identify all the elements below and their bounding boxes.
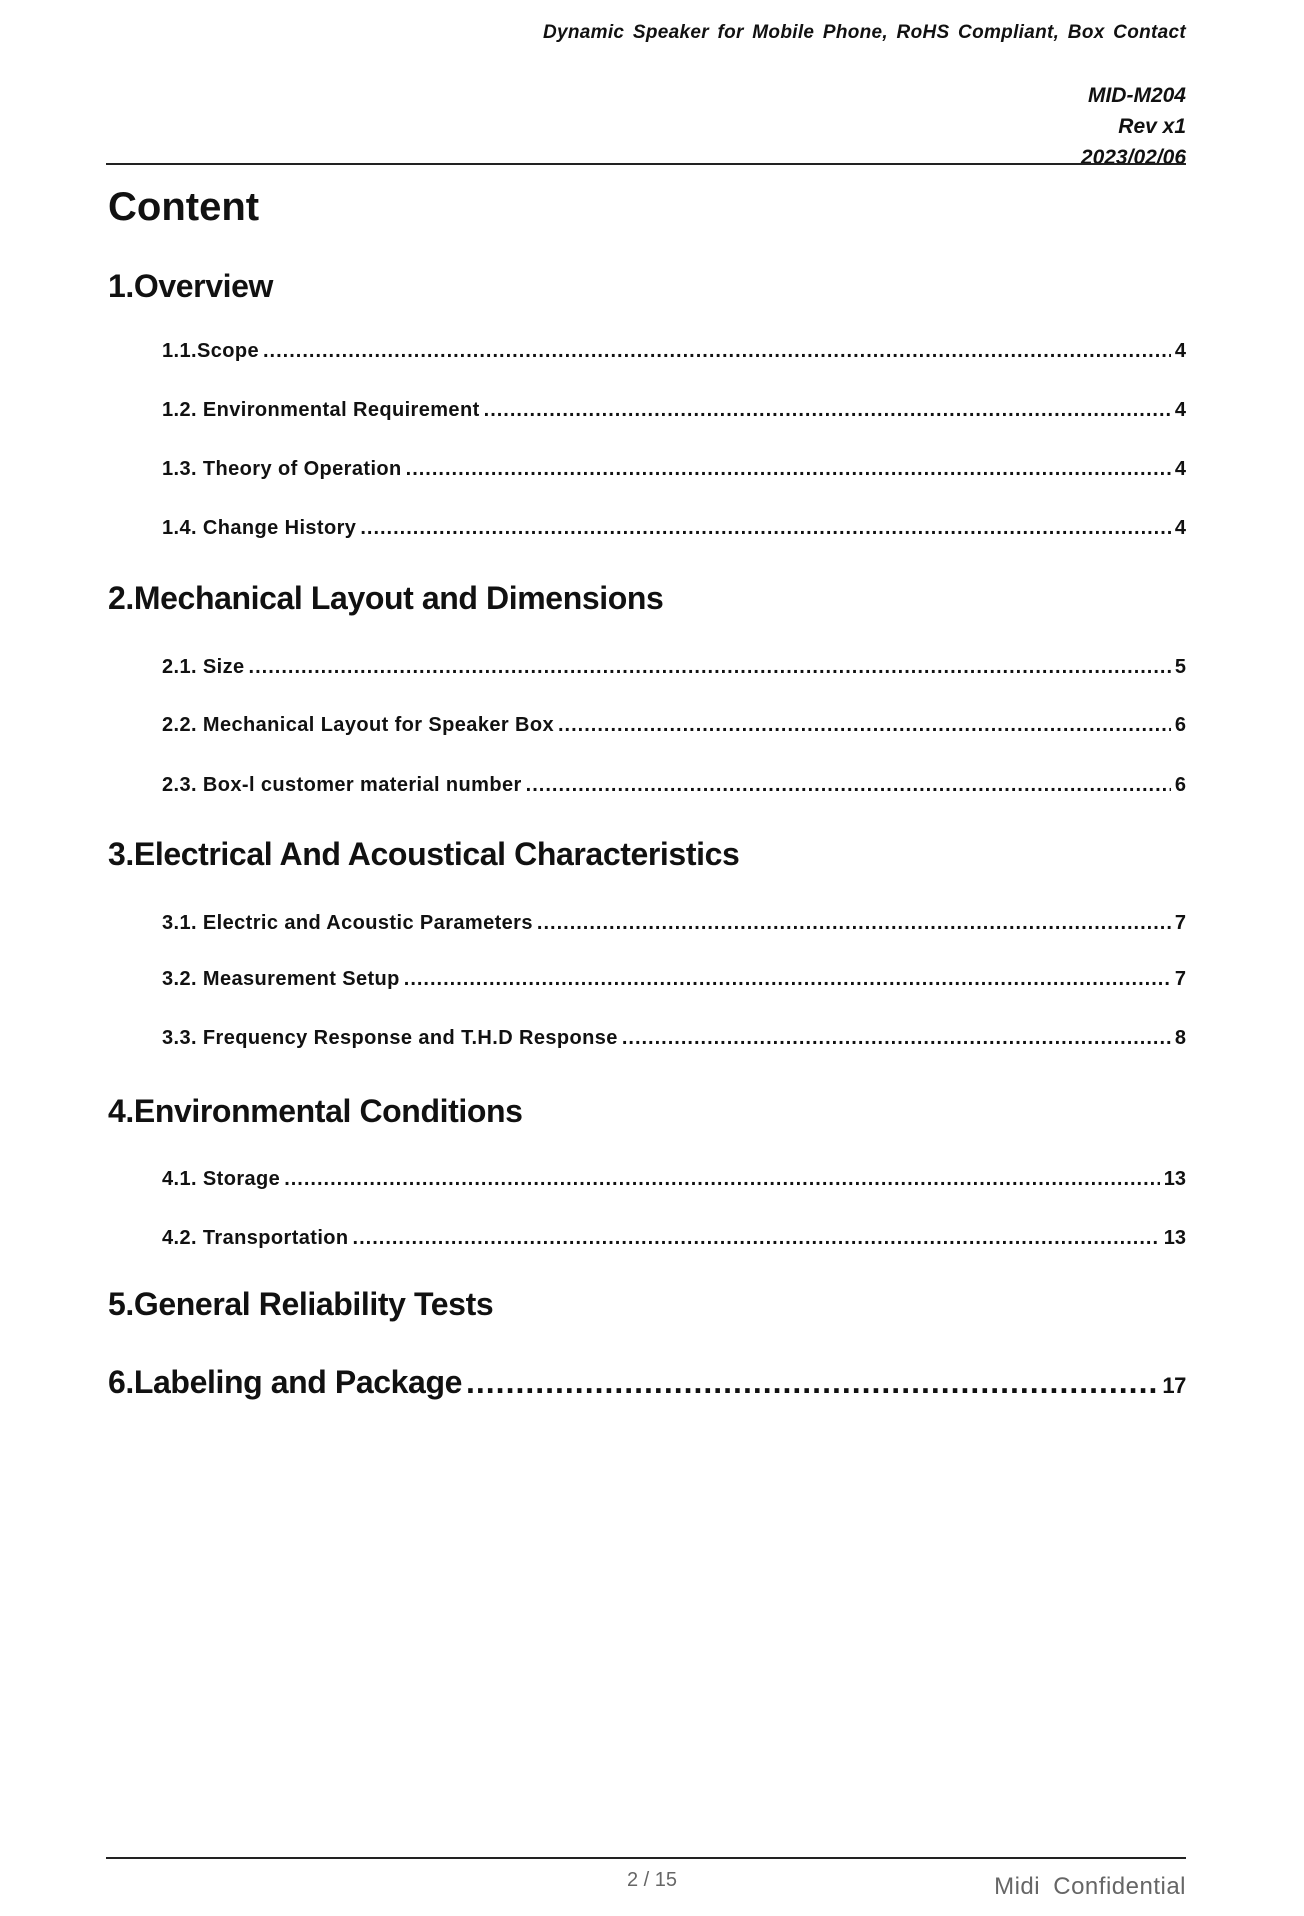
toc-section-reliability [108, 1286, 1186, 1323]
toc-heading[interactable]: 4.Environmental Conditions [108, 1093, 523, 1129]
toc-section-environmental [108, 1093, 1186, 1249]
toc-entry-label: 1.2. Environmental Requirement [162, 399, 480, 421]
toc-entry-page: 17 [1162, 1373, 1186, 1398]
toc-entry-page: 7 [1174, 968, 1186, 990]
toc-heading[interactable]: 1.Overview [108, 268, 274, 304]
toc-entry-label: 2.3. Box-l customer material number [162, 774, 522, 796]
toc-entry-page: 13 [1163, 1227, 1186, 1249]
toc-entry[interactable] [162, 458, 1186, 481]
toc-entry-label: 4.2. Transportation [162, 1227, 349, 1249]
page-indicator: 2 / 15 [626, 1869, 678, 1891]
toc-leader-dots [404, 968, 1171, 991]
toc-entry[interactable] [162, 1227, 1186, 1250]
header-title: Dynamic Speaker for Mobile Phone, RoHS Compliant, Box Contact [543, 22, 1186, 43]
toc-entry-page: 7 [1174, 912, 1186, 934]
toc-heading[interactable]: 3.Electrical And Acoustical Characteristics [108, 836, 740, 872]
toc-entry[interactable] [162, 968, 1186, 991]
toc-entry[interactable] [162, 1027, 1186, 1050]
toc-entry-label: 4.1. Storage [162, 1168, 281, 1190]
toc-entry-label: 3.1. Electric and Acoustic Parameters [162, 912, 533, 934]
toc-entry-label: 3.3. Frequency Response and T.H.D Response [162, 1027, 618, 1049]
toc-entry[interactable] [162, 517, 1186, 540]
header-divider [106, 163, 1186, 165]
toc-leader-dots [558, 714, 1171, 737]
toc-leader-dots [284, 1168, 1160, 1191]
toc-section-labeling [108, 1364, 1186, 1401]
toc-heading[interactable]: 2.Mechanical Layout and Dimensions [108, 580, 664, 616]
toc-leader-dots [360, 517, 1171, 540]
toc-leader-dots [484, 399, 1171, 422]
toc-entry[interactable] [162, 774, 1186, 797]
toc-entry-page: 4 [1174, 458, 1186, 480]
toc-entry-label: 1.1.Scope [162, 340, 259, 362]
toc-entry-label: 2.2. Mechanical Layout for Speaker Box [162, 714, 554, 736]
toc-entry-label: 1.3. Theory of Operation [162, 458, 402, 480]
toc-heading-entry[interactable] [108, 1364, 1186, 1401]
toc-leader-dots [249, 656, 1171, 679]
doc-number: MID-M204 [1087, 84, 1186, 107]
toc-entry-page: 6 [1174, 714, 1186, 736]
doc-date: 2023/02/06 [1080, 146, 1186, 169]
toc-entry[interactable] [162, 1168, 1186, 1191]
toc-leader-dots [263, 340, 1171, 363]
toc-entry-label: 2.1. Size [162, 656, 245, 678]
toc-entry[interactable] [162, 340, 1186, 363]
toc-entry-page: 4 [1174, 399, 1186, 421]
toc-section-electrical [108, 836, 1186, 1049]
toc-entry-page: 13 [1163, 1168, 1186, 1190]
header-meta [1081, 80, 1186, 173]
revision: Rev x1 [1118, 115, 1186, 138]
toc-heading[interactable]: 5.General Reliability Tests [108, 1286, 494, 1322]
toc-entry-label: 1.4. Change History [162, 517, 357, 539]
toc-entry-page: 6 [1174, 774, 1186, 796]
content-title: Content [108, 185, 260, 229]
toc-entry[interactable] [162, 399, 1186, 422]
toc-section-overview [108, 268, 1186, 539]
toc-leader-dots [353, 1227, 1160, 1250]
toc-entry[interactable] [162, 714, 1186, 737]
footer-divider [106, 1857, 1186, 1859]
toc-section-mechanical [108, 580, 1186, 796]
toc-leader-dots [466, 1364, 1158, 1401]
toc-entry-page: 4 [1174, 517, 1186, 539]
toc-entry-page: 4 [1174, 340, 1186, 362]
toc-heading: 6.Labeling and Package [108, 1364, 462, 1400]
toc-entry-page: 5 [1174, 656, 1186, 678]
toc-entry-page: 8 [1174, 1027, 1186, 1049]
toc-leader-dots [622, 1027, 1171, 1050]
toc-leader-dots [537, 912, 1171, 935]
toc-entry[interactable] [162, 656, 1186, 679]
toc-entry[interactable] [162, 912, 1186, 935]
toc-entry-label: 3.2. Measurement Setup [162, 968, 400, 990]
confidential-label: Midi Confidential [994, 1873, 1186, 1900]
toc-leader-dots [406, 458, 1171, 481]
toc-leader-dots [526, 774, 1171, 797]
